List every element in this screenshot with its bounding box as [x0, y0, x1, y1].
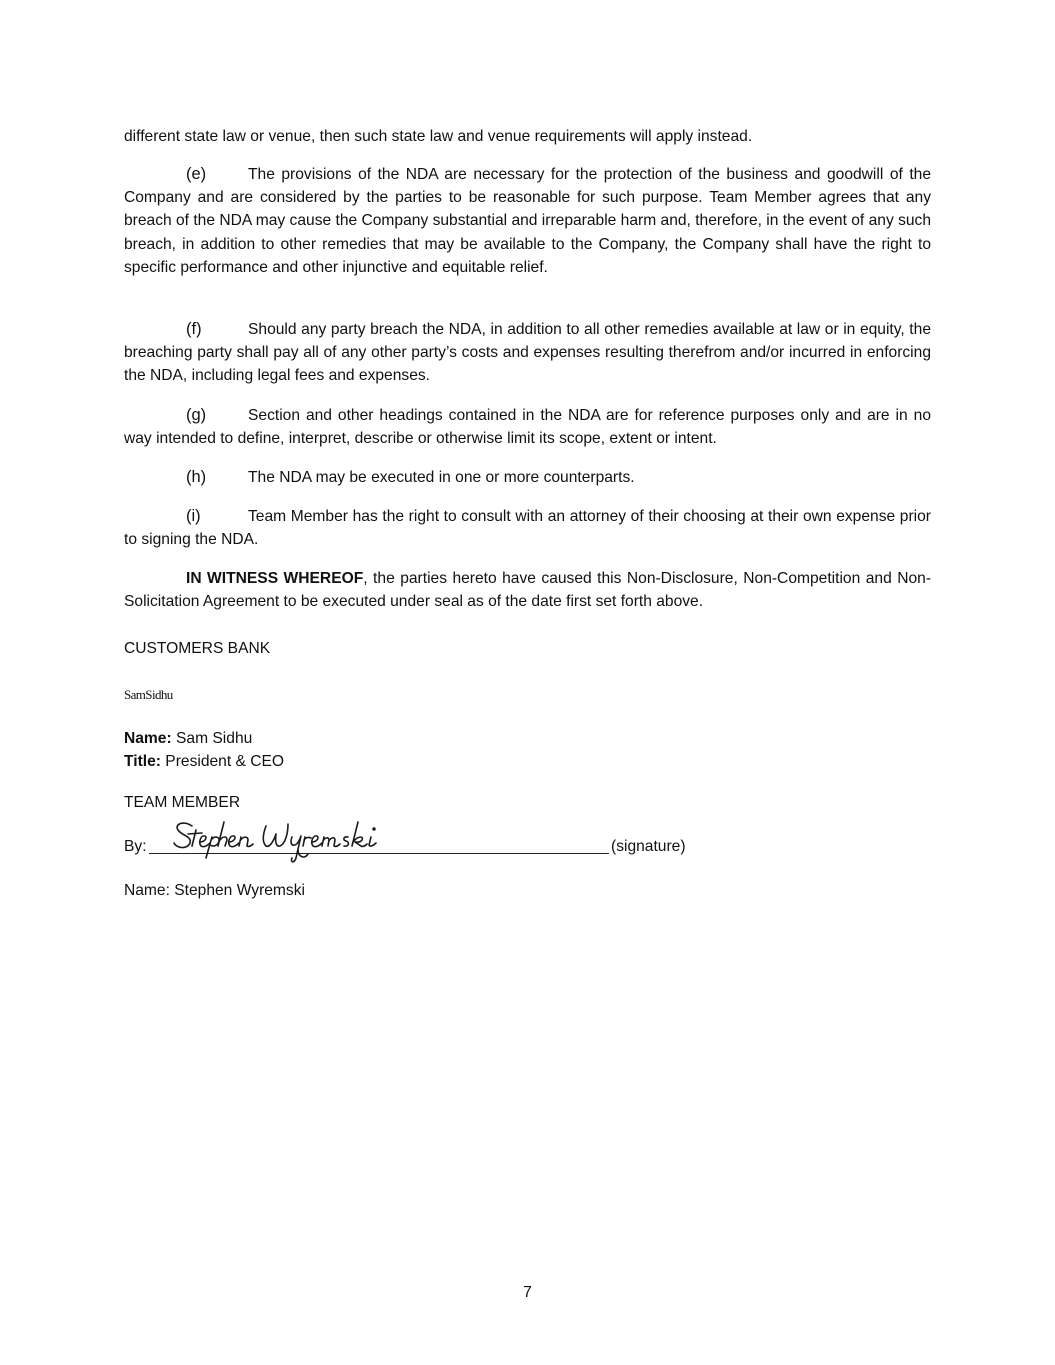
page-number: 7 — [523, 1284, 532, 1301]
witness-text: , the parties hereto have caused this Non-Disclosure, Non-Competition and Non-Solicitation Agreement to be executed under seal as of the date first set forth above. — [124, 570, 932, 611]
paragraph-e-text: The provisions of the NDA are necessary for the protection of the business and goodwill of the Company and are considered by the parties to be reasonable for such purpose. Team Member agrees that any breach of the NDA may cause the Company substantial and irreparable harm and, therefore, in the event of any such breach, in addition to other remedies that may be available to the Company, the Company shall have the right to specific performance and other injunctive and equitable relief. — [124, 166, 932, 276]
title-value: President & CEO — [160, 753, 285, 770]
handwritten-signature — [170, 812, 430, 872]
signature-suffix: (signature) — [611, 838, 686, 855]
paragraph-g-marker: (g) — [186, 406, 207, 424]
witness-heading: IN WITNESS WHEREOF — [186, 570, 364, 587]
name-label: Name: — [124, 730, 172, 747]
paragraph-i-text: Team Member has the right to consult with an attorney of their choosing at their own expense prior to signing the NDA. — [124, 508, 931, 549]
team-member-label: TEAM MEMBER — [124, 794, 241, 811]
paragraph-continuation — [124, 125, 931, 148]
team-member-name: Name: Stephen Wyremski — [124, 882, 305, 899]
name-value: Sam Sidhu — [171, 730, 253, 747]
paragraph-h-text: The NDA may be executed in one or more counterparts. — [248, 469, 635, 486]
company-typed-signature: SamSidhu — [124, 687, 173, 702]
paragraph-h — [124, 466, 931, 489]
title-label: Title: — [124, 753, 161, 770]
paragraph-f-marker: (f) — [186, 320, 202, 338]
by-label: By: — [124, 838, 147, 855]
paragraph-continuation-text: different state law or venue, then such state law and venue requirements will apply instead. — [124, 128, 753, 145]
company-signer-title — [124, 750, 284, 773]
paragraph-f — [124, 318, 931, 388]
paragraph-e — [124, 163, 931, 279]
paragraph-f-text: Should any party breach the NDA, in addition to all other remedies available at law or in equity, the breaching party shall pay all of any other party’s costs and expenses resulting therefrom and/or incurred in enforcing the NDA, including legal fees and expenses. — [124, 321, 931, 385]
paragraph-e-marker: (e) — [186, 165, 207, 183]
paragraph-i — [124, 505, 931, 551]
company-name: CUSTOMERS BANK — [124, 640, 271, 657]
paragraph-g — [124, 404, 931, 450]
witness-paragraph — [124, 567, 931, 613]
paragraph-h-marker: (h) — [186, 468, 207, 486]
paragraph-g-text: Section and other headings contained in the NDA are for reference purposes only and are in no way intended to define, interpret, describe or otherwise limit its scope, extent or intent. — [124, 407, 931, 448]
paragraph-i-marker: (i) — [186, 507, 201, 525]
company-signer-name — [124, 727, 252, 750]
